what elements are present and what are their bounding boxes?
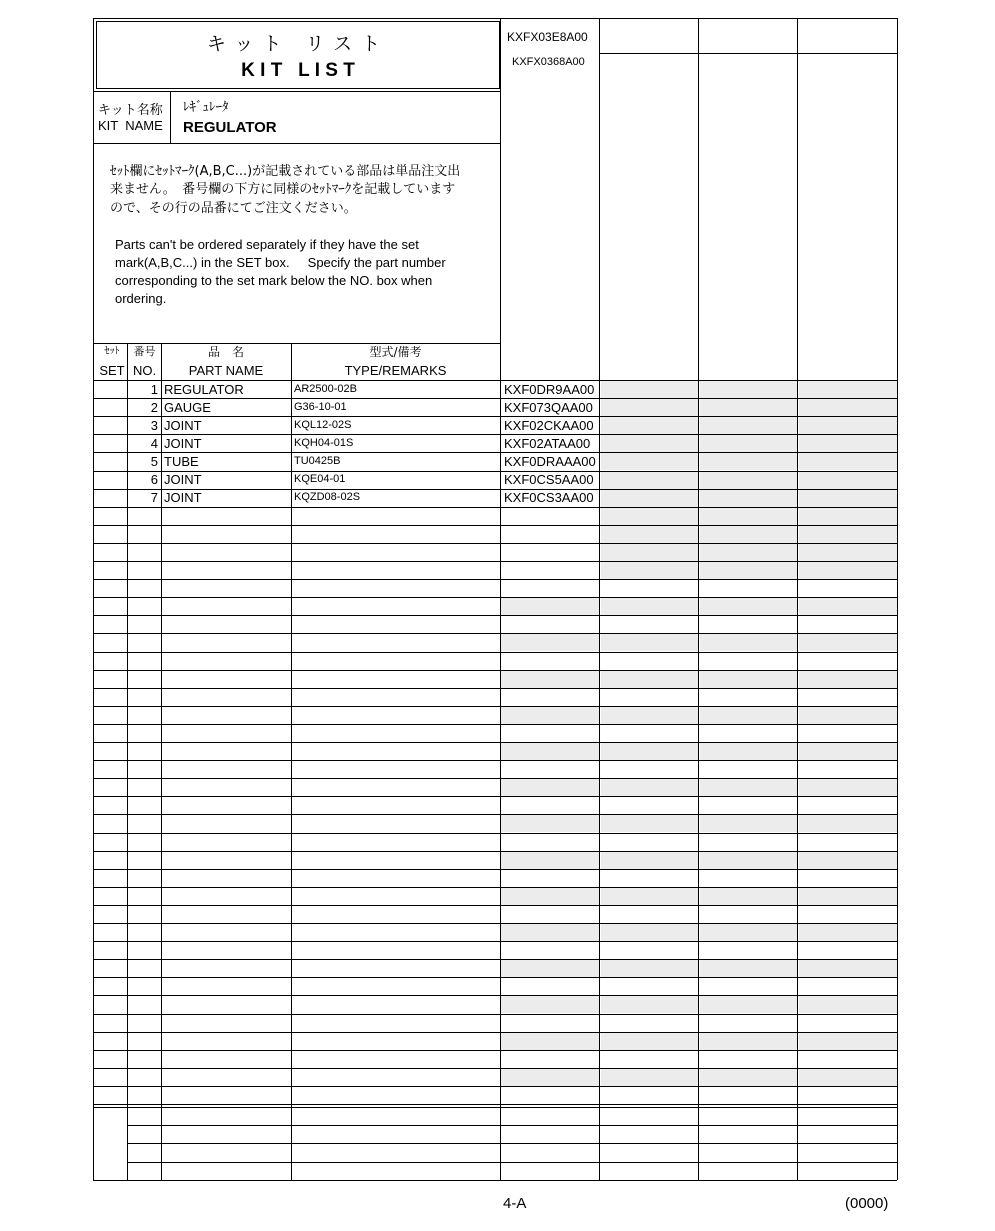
shaded-cell — [501, 598, 600, 615]
column-line — [291, 343, 292, 1180]
row-line — [93, 814, 897, 815]
shaded-cell — [601, 490, 699, 507]
row-line — [93, 543, 897, 544]
row-line — [93, 742, 897, 743]
shaded-cell — [601, 417, 699, 434]
shaded-cell — [700, 779, 798, 796]
shaded-cell — [700, 852, 798, 869]
shaded-cell — [501, 888, 600, 905]
set-block-separator — [93, 1107, 897, 1108]
note-en-line: corresponding to the set mark below the NO. box when — [115, 273, 433, 288]
note-en-line: mark(A,B,C...) in the SET box. Specify the part number — [115, 255, 446, 270]
shaded-cell — [601, 852, 699, 869]
note-en-line: ordering. — [115, 291, 167, 306]
row-line — [93, 977, 897, 978]
part-type: KQZD08-02S — [294, 491, 361, 503]
shaded-cell — [700, 544, 798, 561]
column-header-top — [93, 343, 500, 344]
col-type-en: TYPE/REMARKS — [344, 363, 447, 378]
shaded-cell — [601, 598, 699, 615]
part-no: 1 — [150, 382, 158, 397]
row-line — [93, 851, 897, 852]
row-line — [93, 597, 897, 598]
shaded-cell — [799, 888, 897, 905]
row-line — [93, 561, 897, 562]
column-line — [698, 18, 699, 1180]
shaded-cell — [700, 996, 798, 1013]
shaded-cell — [501, 960, 600, 977]
part-no: 3 — [150, 418, 158, 433]
shaded-cell — [601, 399, 699, 416]
shaded-cell — [601, 779, 699, 796]
title-separator — [93, 91, 500, 92]
part-code: KXF02CKAA00 — [504, 418, 594, 433]
kit-number-1: KXFX03E8A00 — [507, 30, 588, 44]
row-line — [93, 959, 897, 960]
part-no: 5 — [150, 454, 158, 469]
shaded-cell — [700, 960, 798, 977]
shaded-cell — [700, 1033, 798, 1050]
note-jp-line: ｾｯﾄ欄にｾｯﾄﾏｰｸ(A,B,C...)が記載されている部品は単品注文出 — [110, 164, 461, 179]
shaded-cell — [799, 399, 897, 416]
col-no-jp: 番号 — [133, 345, 156, 358]
shaded-cell — [501, 815, 600, 832]
shaded-cell — [601, 671, 699, 688]
shaded-cell — [700, 417, 798, 434]
title-en: K I T L I S T — [241, 60, 355, 81]
shaded-cell — [799, 526, 897, 543]
row-line — [93, 398, 897, 399]
row-line — [93, 489, 897, 490]
shaded-cell — [601, 996, 699, 1013]
shaded-cell — [799, 634, 897, 651]
shaded-cell — [501, 743, 600, 760]
part-no: 6 — [150, 472, 158, 487]
col-name-jp: 品 名 — [207, 345, 244, 359]
shaded-cell — [601, 435, 699, 452]
shaded-cell — [700, 888, 798, 905]
row-line — [93, 1086, 897, 1087]
shaded-cell — [601, 960, 699, 977]
column-line — [161, 343, 162, 1180]
shaded-cell — [501, 852, 600, 869]
shaded-cell — [601, 743, 699, 760]
note-jp-line: 来ません。 番号欄の下方に同様のｾｯﾄﾏｰｸを記載しています — [110, 182, 456, 197]
shaded-cell — [799, 1033, 897, 1050]
shaded-cell — [601, 634, 699, 651]
col-set-jp: ｾｯﾄ — [104, 346, 120, 357]
row-line — [93, 833, 897, 834]
shaded-cell — [799, 544, 897, 561]
column-line — [599, 18, 600, 1180]
shaded-cell — [601, 1069, 699, 1086]
shaded-cell — [799, 1069, 897, 1086]
shaded-cell — [799, 996, 897, 1013]
row-line — [93, 452, 897, 453]
shaded-cell — [501, 707, 600, 724]
set-row-line — [127, 1143, 897, 1144]
shaded-cell — [601, 472, 699, 489]
kit-name-value-en: REGULATOR — [183, 119, 277, 136]
shaded-cell — [799, 598, 897, 615]
part-type: KQE04-01 — [294, 473, 346, 485]
kitname-divider — [170, 91, 171, 143]
page-number: 4-A — [503, 1195, 527, 1212]
row-line — [93, 380, 897, 381]
part-name: REGULATOR — [164, 382, 244, 397]
column-line — [500, 18, 501, 1180]
frame-top — [93, 18, 897, 19]
shaded-cell — [601, 508, 699, 525]
shaded-cell — [700, 399, 798, 416]
part-name: JOINT — [164, 436, 202, 451]
part-name: TUBE — [164, 454, 199, 469]
shaded-cell — [601, 924, 699, 941]
row-line — [93, 995, 897, 996]
kit-name-label-jp: キット名称 — [98, 103, 163, 118]
part-name: JOINT — [164, 472, 202, 487]
shaded-cell — [501, 1033, 600, 1050]
kit-name-value-jp: ﾚｷﾞｭﾚｰﾀ — [183, 100, 229, 115]
shaded-cell — [799, 562, 897, 579]
frame-left — [93, 18, 94, 1180]
part-code: KXF073QAA00 — [504, 400, 593, 415]
row-line — [93, 796, 897, 797]
frame-bottom — [93, 1180, 897, 1181]
set-row-line — [127, 1162, 897, 1163]
row-line — [93, 434, 897, 435]
shaded-cell — [799, 508, 897, 525]
shaded-cell — [700, 562, 798, 579]
shaded-cell — [799, 779, 897, 796]
shaded-cell — [601, 1033, 699, 1050]
row-line — [93, 1050, 897, 1051]
part-name: JOINT — [164, 418, 202, 433]
part-code: KXF0DR9AA00 — [504, 382, 595, 397]
shaded-cell — [700, 671, 798, 688]
row-line — [93, 905, 897, 906]
kit-name-label-en: KIT NAME — [98, 118, 163, 133]
shaded-cell — [799, 852, 897, 869]
col-set-en: SET — [99, 363, 125, 378]
shaded-cell — [601, 707, 699, 724]
row-line — [93, 1068, 897, 1069]
col-type-jp: 型式/備考 — [369, 345, 422, 359]
part-code: KXF0CS5AA00 — [504, 472, 594, 487]
part-type: KQH04-01S — [294, 437, 354, 449]
row-line — [93, 724, 897, 725]
shaded-cell — [601, 453, 699, 470]
row-line — [93, 525, 897, 526]
part-code: KXF0CS3AA00 — [504, 490, 594, 505]
part-type: AR2500-02B — [294, 383, 357, 395]
row-line — [93, 778, 897, 779]
frame-right — [897, 18, 898, 1180]
shaded-cell — [799, 490, 897, 507]
revision-code: (0000) — [845, 1195, 889, 1212]
row-line — [93, 670, 897, 671]
shaded-cell — [700, 490, 798, 507]
shaded-cell — [700, 924, 798, 941]
shaded-cell — [700, 598, 798, 615]
row-line — [93, 706, 897, 707]
row-line — [93, 579, 897, 580]
row-line — [93, 1104, 897, 1105]
set-row-line — [127, 1125, 897, 1126]
shaded-cell — [501, 634, 600, 651]
shaded-cell — [501, 996, 600, 1013]
shaded-cell — [501, 924, 600, 941]
part-type: KQL12-02S — [294, 419, 352, 431]
shaded-cell — [700, 1069, 798, 1086]
part-no: 2 — [150, 400, 158, 415]
shaded-cell — [799, 924, 897, 941]
shaded-cell — [700, 707, 798, 724]
shaded-cell — [799, 435, 897, 452]
shaded-cell — [700, 435, 798, 452]
part-no: 7 — [150, 490, 158, 505]
shaded-cell — [700, 634, 798, 651]
col-name-en: PART NAME — [188, 363, 264, 378]
note-jp-line: ので、その行の品番にてご注文ください。 — [110, 201, 357, 216]
shaded-cell — [601, 562, 699, 579]
shaded-cell — [601, 544, 699, 561]
row-line — [93, 869, 897, 870]
kitno-separator — [599, 53, 897, 54]
shaded-cell — [700, 381, 798, 398]
shaded-cell — [501, 779, 600, 796]
shaded-cell — [799, 417, 897, 434]
row-line — [93, 941, 897, 942]
part-no: 4 — [150, 436, 158, 451]
col-no-en: NO. — [132, 363, 157, 378]
shaded-cell — [799, 381, 897, 398]
shaded-cell — [799, 743, 897, 760]
column-line — [797, 18, 798, 1180]
part-name: GAUGE — [164, 400, 211, 415]
shaded-cell — [799, 671, 897, 688]
shaded-cell — [799, 472, 897, 489]
shaded-cell — [799, 960, 897, 977]
shaded-cell — [700, 743, 798, 760]
part-type: TU0425B — [294, 455, 341, 467]
row-line — [93, 416, 897, 417]
row-line — [93, 615, 897, 616]
shaded-cell — [799, 453, 897, 470]
row-line — [93, 507, 897, 508]
shaded-cell — [601, 381, 699, 398]
shaded-cell — [601, 526, 699, 543]
part-code: KXF02ATAA00 — [504, 436, 591, 451]
shaded-cell — [799, 707, 897, 724]
shaded-cell — [799, 815, 897, 832]
shaded-cell — [700, 508, 798, 525]
shaded-cell — [501, 671, 600, 688]
title-jp: キット リスト — [206, 33, 390, 55]
shaded-cell — [601, 815, 699, 832]
shaded-cell — [601, 888, 699, 905]
shaded-cell — [700, 526, 798, 543]
row-line — [93, 633, 897, 634]
row-line — [93, 760, 897, 761]
row-line — [93, 1032, 897, 1033]
row-line — [93, 1014, 897, 1015]
row-line — [93, 471, 897, 472]
shaded-cell — [700, 472, 798, 489]
row-line — [93, 923, 897, 924]
row-line — [93, 887, 897, 888]
kit-number-2: KXFX0368A00 — [512, 56, 585, 68]
part-code: KXF0DRAAA00 — [504, 454, 596, 469]
part-name: JOINT — [164, 490, 202, 505]
shaded-cell — [700, 453, 798, 470]
note-en-line: Parts can't be ordered separately if they have the set — [115, 237, 419, 252]
column-line — [127, 343, 128, 1180]
kitname-separator — [93, 143, 500, 144]
shaded-cell — [501, 1069, 600, 1086]
part-type: G36-10-01 — [294, 401, 347, 413]
row-line — [93, 688, 897, 689]
shaded-cell — [700, 815, 798, 832]
row-line — [93, 652, 897, 653]
